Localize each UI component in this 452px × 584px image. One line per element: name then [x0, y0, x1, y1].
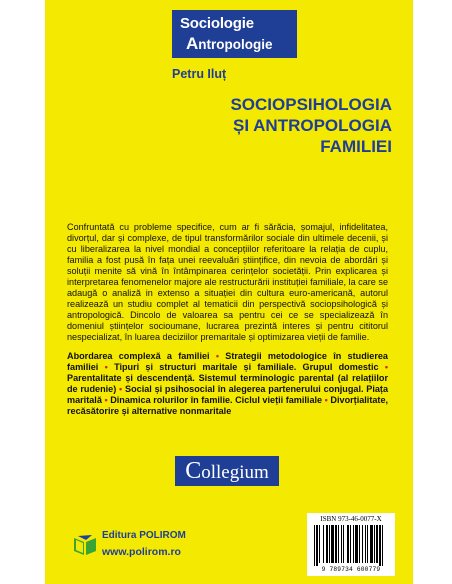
series-line-1: Sociologie [180, 15, 254, 32]
topics-list [67, 351, 388, 417]
series-line-2-rest: ntropologie [198, 37, 273, 52]
topic-item: Divorțialitate, recăsătorire și alternative nonmaritale [67, 395, 389, 416]
topic-item: Social și psihosocial în alegerea partenerului conjugal. Piața maritală [67, 384, 389, 405]
topic-item: Tipuri și structuri maritale și familiale. Grupul domestic [114, 362, 379, 372]
topic-item: Parentalitate și descendență. Sistemul terminologic parental (al relațiilor de rudenie) [67, 373, 388, 394]
title-line-1: SOCIOPSIHOLOGIA [230, 95, 392, 114]
publisher-name: Editura POLIROM [102, 530, 186, 541]
publisher-block [72, 530, 212, 572]
publisher-url: www.polirom.ro [102, 546, 181, 558]
topic-item: Strategii metodologice în studierea familiei [67, 351, 388, 372]
author-name: Petru Iluț [172, 67, 227, 81]
barcode-digits: 9 789734 600779 [321, 566, 381, 573]
series-line-2 [186, 36, 273, 53]
topic-item: Dinamica rolurilor în familie. Ciclul vieții familiale [110, 395, 323, 405]
book-title [100, 94, 392, 157]
collection-rest: ollegium [201, 462, 269, 483]
collection-initial: C [185, 458, 202, 484]
topic-item: Abordarea complexă a familiei [67, 351, 210, 361]
collection-logo [175, 456, 279, 486]
series-line-2-initial: A [186, 34, 199, 53]
bullet-icon: • [104, 395, 108, 405]
isbn-text: ISBN 973-46-0077-X [320, 515, 382, 523]
polirom-logo-icon [72, 534, 98, 556]
book-description: Confruntată cu probleme specifice, cum ar fi sărăcia, șomajul, infidelitatea, divorțul, dar și complexe, de tipul transformărilor sociale din ultimele decenii, și cu liberalizarea la nivel mondial a concepțiilor referitoare la relația de cuplu, familia a fost pusă în fața unei reevaluări științifice, din nevoia de abordări și soluții menite să vină în întâmpinarea cerințelor societății. Prin explicarea și interpretarea fenomenelor majore ale restructurării instituției familiale, la care se adaugă o analiză in extenso a situației din cultura euro-americană, autorul realizează un studiu complet al tematicii din perspectivă sociopsihologică și antropologică. Dincolo de valoarea sa pentru cei ce se specializează în domeniul științelor socioumane, lucrarea prezintă interes și pentru cititorul nespecializat, în luarea deciziilor premaritale și optimizarea vieții de familie. [67, 222, 388, 342]
isbn-barcode-block [307, 513, 395, 576]
bullet-icon: • [119, 384, 123, 394]
barcode-icon [312, 525, 390, 566]
series-badge [172, 10, 297, 58]
title-line-2: ȘI ANTROPOLOGIA [233, 116, 392, 135]
bullet-icon: • [324, 395, 328, 405]
bullet-icon: • [215, 351, 219, 361]
title-line-3: FAMILIEI [320, 137, 392, 156]
bullet-icon: • [104, 362, 108, 372]
bullet-icon: • [384, 362, 389, 372]
